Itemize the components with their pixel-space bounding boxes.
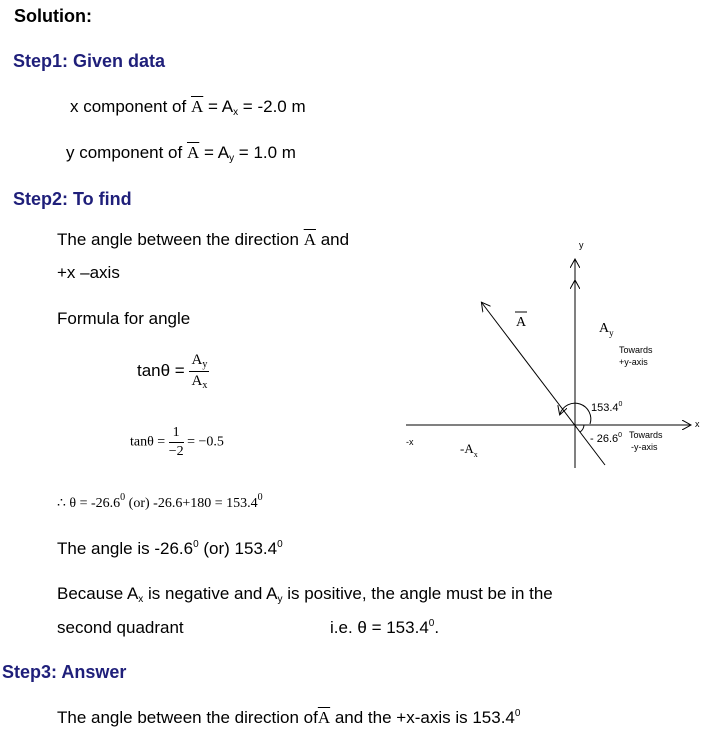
- angle-a: The angle is -26.6: [57, 539, 194, 558]
- x-subscript: x: [233, 107, 239, 118]
- degree-sup: 0: [120, 492, 126, 503]
- y-axis-label: y: [579, 240, 584, 250]
- because-b: is negative and A: [143, 584, 278, 603]
- vector-a-arrow: [482, 303, 605, 465]
- tan-lhs: tanθ =: [137, 360, 185, 380]
- answer-line: [57, 708, 520, 728]
- towards-y-label-2: +y-axis: [619, 357, 648, 367]
- x-component-value: = -2.0 m: [242, 97, 306, 116]
- towards-neg-label-2: -y-axis: [631, 442, 658, 452]
- y-component-eq: = A: [204, 143, 230, 162]
- find-line-1: [57, 230, 349, 250]
- because-line: [57, 584, 553, 605]
- tan2-num: 1: [169, 425, 184, 443]
- degree-sup: 0: [277, 539, 283, 550]
- vector-a-symbol: $\overline{A}$: [190, 97, 204, 116]
- find-and: and: [320, 230, 350, 249]
- step2-title: Step2: To find: [13, 189, 132, 209]
- therefore-line: [57, 492, 263, 512]
- find-line-2: +x –axis: [57, 263, 120, 282]
- neg-ax-label: $-A_x$: [460, 441, 478, 459]
- degree-sup: 0: [428, 618, 435, 629]
- therefore-b: (or) -26.6+180 = 153.4: [125, 496, 258, 511]
- degree-sup: 0: [257, 492, 263, 503]
- ay-label: $A_y$: [599, 321, 614, 338]
- vector-a-symbol: $\overline{A}$: [317, 708, 331, 727]
- answer-a: The angle between the direction of: [57, 708, 318, 727]
- vector-a-symbol: $\overline{A}$: [303, 230, 316, 249]
- frac-den-sub: x: [202, 380, 208, 391]
- vector-diagram: [398, 236, 708, 476]
- quadrant-a: second quadrant: [57, 618, 184, 637]
- x-component-line: [70, 97, 306, 118]
- x-subscript: x: [138, 594, 144, 605]
- angle-neg-label: - 26.6$^0$: [590, 432, 623, 445]
- y-subscript: y: [229, 153, 235, 164]
- neg-x-label: -x: [406, 437, 414, 447]
- y-subscript: y: [277, 594, 283, 605]
- frac-den: A: [191, 373, 203, 389]
- tan2-den: −2: [168, 444, 184, 459]
- one-over-minus-two-fraction: [169, 425, 184, 460]
- tan-calculation: [130, 425, 224, 460]
- because-c: is positive, the angle must be in the: [282, 584, 553, 603]
- y-component-label: y component of: [66, 143, 183, 162]
- degree-sup: 0: [193, 539, 199, 550]
- frac-num-sub: y: [202, 359, 208, 370]
- vector-a-label: A: [516, 315, 527, 330]
- frac-num: A: [191, 352, 203, 368]
- answer-b: and the +x-axis is 153.4: [330, 708, 515, 727]
- angle-line: [57, 539, 283, 559]
- degree-sup: 0: [514, 708, 521, 719]
- step1-title: Step1: Given data: [13, 51, 166, 71]
- y-component-line: [66, 143, 296, 164]
- tan-formula: [137, 352, 209, 391]
- y-component-value: = 1.0 m: [238, 143, 296, 162]
- formula-label: Formula for angle: [57, 309, 191, 328]
- ay-over-ax-fraction: [189, 352, 209, 391]
- tan2-lhs: tanθ =: [130, 434, 166, 450]
- quadrant-period: .: [434, 618, 440, 637]
- find-text: The angle between the direction: [57, 230, 299, 249]
- angle-arc-neg: [580, 425, 584, 432]
- quadrant-theta: i.e. θ = 153.4: [330, 618, 429, 637]
- towards-neg-label-1: Towards: [629, 430, 663, 440]
- vector-a-symbol: $\overline{A}$: [186, 143, 200, 162]
- angle-pos-label: 153.4$^0$: [591, 401, 623, 414]
- therefore-a: ∴ θ = -26.6: [57, 496, 121, 511]
- tan2-rhs: = −0.5: [187, 434, 224, 450]
- step3-title: Step3: Answer: [2, 662, 127, 682]
- x-component-eq: = A: [208, 97, 234, 116]
- towards-y-label-1: Towards: [619, 345, 653, 355]
- solution-heading: Solution:: [14, 6, 92, 26]
- quadrant-b: [330, 618, 439, 638]
- x-axis-label: x: [695, 419, 700, 429]
- because-a: Because A: [57, 584, 139, 603]
- angle-b: (or) 153.4: [198, 539, 278, 558]
- x-component-label: x component of: [70, 97, 187, 116]
